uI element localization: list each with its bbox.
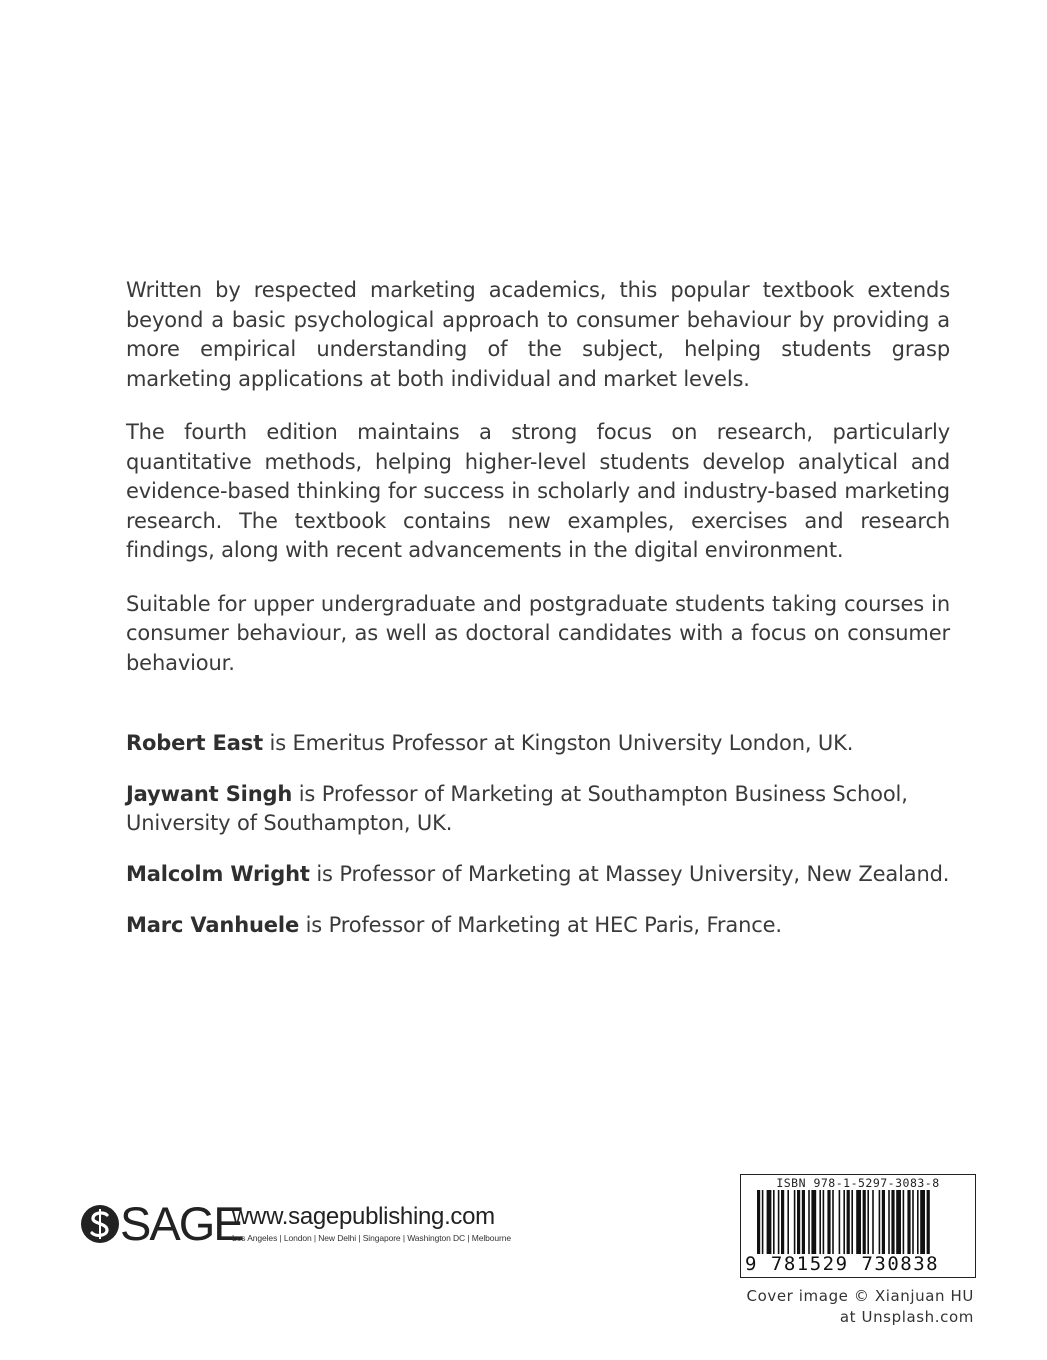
author-name: Marc Vanhuele — [126, 913, 300, 937]
author-bio — [126, 729, 956, 758]
barcode-bar — [797, 1190, 800, 1254]
author-name: Robert East — [126, 731, 263, 755]
author-bios — [126, 729, 956, 962]
barcode-bar — [863, 1190, 866, 1254]
description-paragraph: Suitable for upper undergraduate and postgraduate students taking courses in consumer behaviour, as well as doctoral candidates with a focus on consumer behaviour. — [126, 591, 950, 675]
author-description: is Professor of Marketing at Southampton Business School, University of Southampton, UK. — [126, 782, 908, 835]
barcode-bar — [907, 1190, 910, 1254]
barcode-bar — [839, 1190, 841, 1254]
isbn-label: ISBN 978-1-5297-3083-8 — [776, 1176, 940, 1190]
credit-line: Cover image © Xianjuan HU — [746, 1287, 974, 1305]
credit-line: at Unsplash.com — [839, 1308, 974, 1326]
barcode-bar — [847, 1190, 850, 1254]
author-description: is Emeritus Professor at Kingston University London, UK. — [262, 731, 854, 755]
author-description: is Professor of Marketing at Massey University, New Zealand. — [309, 862, 950, 886]
author-bio — [126, 860, 956, 889]
barcode-bar — [802, 1190, 805, 1254]
isbn-barcode — [740, 1174, 976, 1278]
barcode-bars — [741, 1190, 975, 1254]
barcode-bar — [767, 1190, 772, 1254]
barcode-bar — [794, 1190, 796, 1254]
barcode-bar — [811, 1190, 816, 1254]
author-description: is Professor of Marketing at HEC Paris, France. — [299, 913, 782, 937]
barcode-bar — [896, 1190, 901, 1254]
book-description — [126, 276, 950, 702]
barcode-bar — [927, 1190, 930, 1254]
barcode-digits: 9 781529 730838 — [745, 1253, 940, 1275]
author-bio — [126, 780, 956, 838]
publisher-url[interactable]: www.sagepublishing.com — [232, 1203, 495, 1230]
barcode-bar — [912, 1190, 914, 1254]
barcode-bar — [762, 1190, 764, 1254]
barcode-bar — [823, 1190, 825, 1254]
description-paragraph: The fourth edition maintains a strong focus on research, particularly quantitative methods, helping higher-level students develop analytical and evidence-based thinking for success in scholarly and industry-based marketing research. The textbook contains new examples, exercises and research findings, along with recent advancements in the digital environment. — [126, 420, 950, 562]
author-bio — [126, 911, 956, 940]
description-paragraph: Written by respected marketing academics, this popular textbook extends beyond a basic psychological approach to consumer behaviour by providing a more empirical understanding of the subject, helping students grasp marketing applications at both individual and market levels. — [126, 278, 950, 391]
barcode-bar — [787, 1190, 789, 1254]
publisher-cities: Los Angeles | London | New Delhi | Singapore | Washington DC | Melbourne — [232, 1233, 511, 1243]
barcode-bar — [843, 1190, 845, 1254]
barcode-bar — [920, 1190, 925, 1254]
barcode-bar — [773, 1190, 775, 1254]
barcode-bar — [903, 1190, 905, 1254]
barcode-bar — [832, 1190, 834, 1254]
sage-logo-icon — [80, 1204, 120, 1244]
barcode-bar — [888, 1190, 890, 1254]
barcode-bar — [867, 1190, 869, 1254]
barcode-bar — [778, 1190, 780, 1254]
barcode-bar — [891, 1190, 894, 1254]
barcode-bar — [917, 1190, 919, 1254]
barcode-bar — [757, 1190, 760, 1254]
barcode-bar — [819, 1190, 821, 1254]
barcode-bar — [882, 1190, 885, 1254]
barcode-bar — [856, 1190, 861, 1254]
author-name: Malcolm Wright — [126, 862, 310, 886]
cover-image-credit — [747, 1286, 975, 1328]
barcode-bar — [808, 1190, 810, 1254]
barcode-bar — [827, 1190, 830, 1254]
sage-logo-text: SAGE — [120, 1197, 243, 1250]
barcode-bar — [781, 1190, 784, 1254]
barcode-bar — [851, 1190, 853, 1254]
author-name: Jaywant Singh — [126, 782, 293, 806]
barcode-bar — [872, 1190, 874, 1254]
barcode-bar — [879, 1190, 881, 1254]
